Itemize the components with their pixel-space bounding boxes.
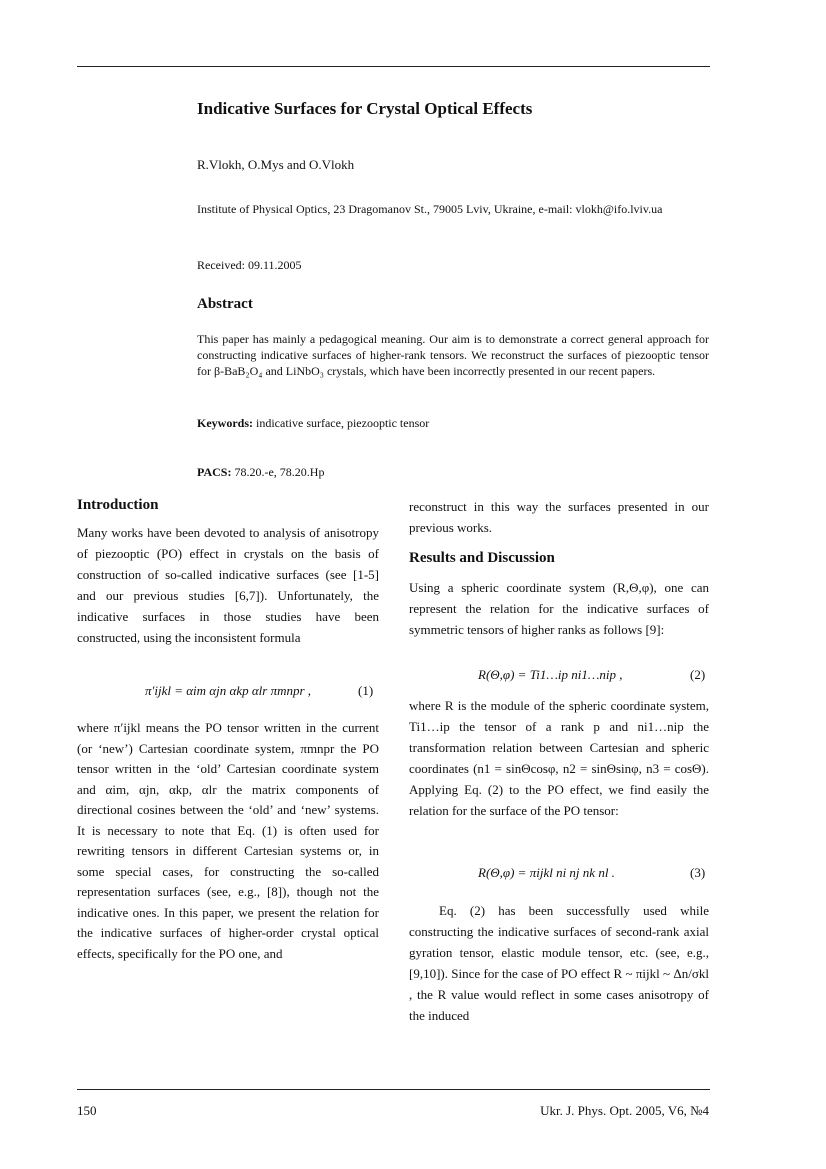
- equation-3-number: (3): [690, 865, 706, 880]
- top-rule: [77, 66, 710, 67]
- keywords: [197, 415, 429, 431]
- right-paragraph-0: reconstruct in this way the surfaces presented in our previous works.: [409, 499, 709, 535]
- pacs-text: 78.20.-e, 78.20.Hp: [231, 465, 325, 479]
- intro-paragraph-2: where π′ijkl means the PO tensor written in the current (or ‘new’) Cartesian coordinate system, πmnpr the PO tensor written in the ‘old’ Cartesian coordinate system and αim, αjn, αkp, αlr the matrix components of directional cosines between the ‘old’ and ‘new’ systems. It is necessary to note that Eq. (1) is often used for rewriting tensors in different Cartesian systems or, in some special cases, for constructing the so-called representation surfaces (see, e.g., [8]), though not the indicative ones. In this paper, we present the relation for the indicative surfaces of higher-order crystal optical effects, specifically for the PO one, and: [77, 720, 379, 961]
- journal-reference: Ukr. J. Phys. Opt. 2005, V6, №4: [540, 1103, 709, 1118]
- pacs-label: PACS:: [197, 465, 232, 479]
- authors: R.Vlokh, O.Mys and O.Vlokh: [197, 157, 355, 172]
- equation-1-number: (1): [358, 683, 374, 698]
- keywords-text: indicative surface, piezooptic tensor: [253, 416, 430, 430]
- pacs: [197, 464, 324, 480]
- intro-paragraph-1: Many works have been devoted to analysis of anisotropy of piezooptic (PO) effect in crystals on the basis of construction of so-called indicative surfaces (see [1-5] and our previous studies [6,7]). Unfortunately, the indicative surfaces in those studies have been constructed, using the inconsistent formula: [77, 525, 379, 645]
- bottom-rule: [77, 1089, 710, 1090]
- abstract-text: This paper has mainly a pedagogical meaning. Our aim is to demonstrate a correct general approach for constructing indicative surfaces of higher-rank tensors. We reconstruct the surfaces of piezooptic tensor for β-BaB₂O₄ and LiNbO₃ crystals, which have been incorrectly presented in our recent papers.: [197, 332, 709, 378]
- equation-1: π′ijkl = αim αjn αkp αlr πmnpr ,: [145, 683, 312, 698]
- received-date: Received: 09.11.2005: [197, 258, 302, 272]
- equation-2: R(Θ,φ) = Ti1…ip ni1…nip ,: [478, 667, 623, 682]
- page-number: 150: [77, 1103, 97, 1118]
- abstract-heading: Abstract: [197, 296, 253, 312]
- equation-3: R(Θ,φ) = πijkl ni nj nk nl .: [478, 865, 615, 880]
- results-paragraph-1: Using a spheric coordinate system (R,Θ,φ), one can represent the relation for the indicative surfaces of symmetric tensors of higher ranks as follows [9]:: [409, 580, 709, 637]
- equation-2-number: (2): [690, 667, 706, 682]
- results-paragraph-2: where R is the module of the spheric coordinate system, Ti1…ip the tensor of a rank p and ni1…nip the transformation relation between Cartesian and spheric coordinates (n1 = sinΘcosφ, n2 = sinΘsinφ, n3 = cosΘ). Applying Eq. (2) to the PO effect, we find easily the relation for the surface of the PO tensor:: [409, 698, 709, 818]
- results-heading: Results and Discussion: [409, 550, 555, 566]
- paper-title: Indicative Surfaces for Crystal Optical Effects: [197, 99, 533, 118]
- introduction-heading: Introduction: [77, 497, 159, 513]
- results-paragraph-3: Eq. (2) has been successfully used while constructing the indicative surfaces of second-rank axial gyration tensor, elastic module tensor, etc. (see, e.g., [9,10]). Since for the case of PO effect R ~ πijkl ~ Δn/σkl , the R value would reflect in some cases anisotropy of the induced: [409, 903, 709, 1023]
- keywords-label: Keywords:: [197, 416, 253, 430]
- affiliation: Institute of Physical Optics, 23 Dragomanov St., 79005 Lviv, Ukraine, e-mail: vlokh@ifo.lviv.ua: [197, 202, 663, 216]
